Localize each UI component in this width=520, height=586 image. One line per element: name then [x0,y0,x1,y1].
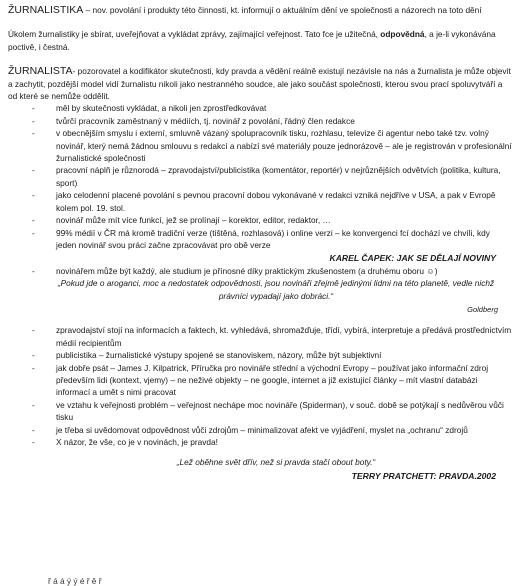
quote-goldberg: „Pokud jde o aroganci, moc a nedostatek odpovědnosti, jsou novináři zřejmě jedinými lidmi na této planetě, vedle nichž právníci vypadají jako dobráci.“ [57,278,495,301]
cut-off-line: ř á á ý ý é ř ě ř [48,576,102,586]
list-item: - novinářem může být každý, ale studium je přínosné díky praktickým zkušenostem (a druhému oboru ☺) [8,265,512,277]
definition-text: - pozorovatel a kodifikátor skutečnosti, kdy pravda a vědění reálně existují nezávisle na nás a žurnalista je může objevit a zachytit, pozdější model vidí žurnalistu nikoli jako nestranného soudce, ale jako součást společnosti, kterou svou prací spoluvytváří a od které se nemůže oddělit. [8,66,511,102]
citation-pratchett: TERRY PRATCHETT: PRAVDA.2002 [351,470,496,481]
paragraph-ukolem: Úkolem žurnalistiky je sbírat, uveřejňovat a vykládat zprávy, zajímající veřejnost. Tato fce je užitečná, odpovědná, a je-li vykonávána poctivě, i čestná. [8,29,496,52]
emphasis-odpovedna: odpovědná [380,29,425,40]
definition-zurnalista [8,65,512,102]
list-item: - tvůrčí pracovník zaměstnaný v médiích, tj. novinář z povolání, řádný člen redakce [8,115,512,127]
list-item: - ve vztahu k veřejnosti problém – veřejnost nechápe moc novináře (Spiderman), v souč. době se potýkají s nedůvěrou vůči tisku [8,399,512,424]
list-item: - 99% médií v ČR má kromě tradiční verze (tištěná, rozhlasová) i online verzi – ke konvergenci fcí dochází ve chvíli, kdy jeden novinář svou práci začne zpracovávat pro obě verze [8,227,512,252]
list-item: - jak dobře psát – James J. Kilpatrick, Příručka pro novináře střední a východní Evropy – používat jako informační zdroj především lidi (kontext, vjemy) – ne neživé objekty – ne google, internet a již existující články – mít vlastní databázi informací a umět s nimi pracovat [8,362,512,399]
list-item: - v obecnějším smyslu i externí, smluvně vázaný spolupracovník tisku, rozhlasu, televize či agentur nebo také tzv. volný novinář, který nemá žádnou smlouvu s redakcí a nabízí své materiály pouze jednorázově – ale je registrován v profesionální žurnalistické společnosti [8,127,512,164]
list-item: - měl by skutečnosti vykládat, a nikoli jen zprostředkovávat [8,102,512,114]
quote-author: Goldberg [467,304,498,314]
list-item: - zpravodajství stojí na informacích a faktech, kt. vyhledává, shromažďuje, třídí, vybírá, interpretuje a předává prostřednictvím médií recipientům [8,324,512,349]
term-zurnalista: ŽURNALISTA [8,65,73,78]
list-item: - publicistika – žurnalistické výstupy spojené se stanoviskem, názory, může být subjektivní [8,349,512,361]
bullet-list-2 [8,265,512,277]
definition-zurnalistika [8,4,512,16]
list-item: - je třeba si uvědomovat odpovědnost vůči zdrojům – minimalizovat afekt ve vyjádření, myslet na „ochranu“ zdrojů [8,424,512,436]
quote-pratchett: „Lež oběhne svět dřív, než si pravda stačí obout boty.“ [176,457,376,468]
citation-capek: KAREL ČAPEK: JAK SE DĚLAJÍ NOVINY [329,253,496,264]
list-item: - X názor, že vše, co je v novinách, je pravda! [8,436,512,448]
list-item: - pracovní náplň je různorodá – zpravodajství/publicistika (komentátor, reportér) v nejrůznějších odvětvích (politika, kultura, sport) [8,164,512,189]
bullet-list-3 [8,324,512,448]
document-page [8,4,512,482]
list-item: - novinář může mít více funkcí, jež se prolínají – korektor, editor, redaktor, … [8,214,512,226]
list-item: - jako celodenní placené povolání s pevnou pracovní dobou vykonávané v redakci vzniká nejdříve v USA, a pak v Evropě kolem pol. 19. stol. [8,189,512,214]
definition-text: – nov. povolání i produkty této činnosti, kt. informují o aktuálním dění ve společnosti a názorech na toto dění [83,5,482,15]
term-zurnalistika: ŽURNALISTIKA [8,4,84,16]
bullet-list-1 [8,102,512,251]
